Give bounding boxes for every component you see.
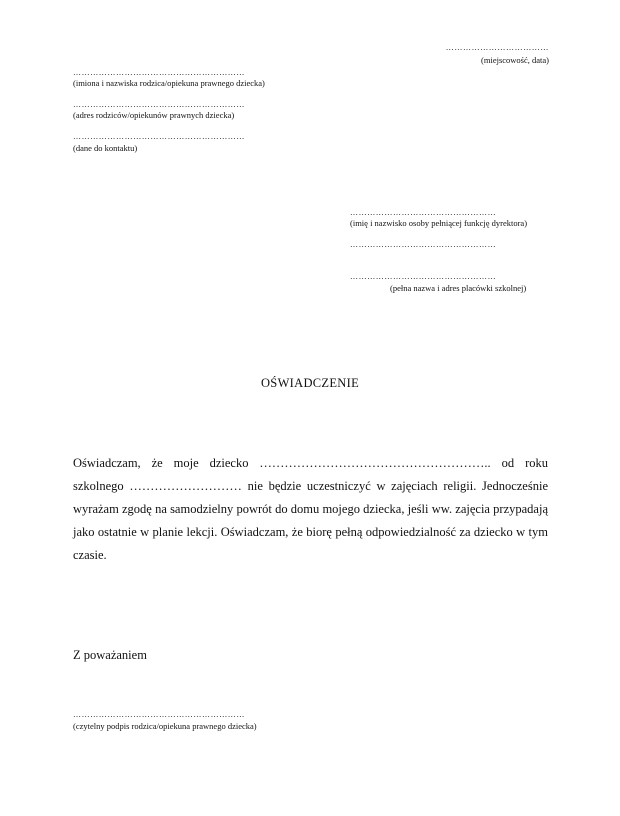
school-caption: (pełna nazwa i adres placówki szkolnej) bbox=[390, 283, 527, 293]
parent-contact-line: …………………………………………………… bbox=[73, 132, 245, 141]
parent-names-caption: (imiona i nazwiska rodzica/opiekuna prawnego dziecka) bbox=[73, 78, 265, 88]
director-caption: (imię i nazwisko osoby pełniącej funkcję dyrektora) bbox=[350, 218, 528, 228]
parent-contact-caption: (dane do kontaktu) bbox=[73, 143, 138, 153]
director-line: …………………………………………… bbox=[350, 208, 497, 217]
recipient-line-2: …………………………………………… bbox=[350, 240, 497, 249]
signature-caption: (czytelny podpis rodzica/opiekuna prawnego dziecka) bbox=[73, 721, 257, 731]
statement-paragraph: Oświadczam, że moje dziecko ……………………………………………….. od roku szkolnego ……………………… nie będzie uczestniczyć w zajęciach religii. Jednocześnie wyrażam zgodę na samodzielny powrót do domu mojego dziecka, jeśli ww. zajęcia przypadają jako ostatnie w planie lekcji. Oświadczam, że biorę pełną odpowiedzialność za dziecko w tym czasie. bbox=[73, 456, 548, 562]
document-title: OŚWIADCZENIE bbox=[260, 376, 360, 390]
date-place-caption: (miejscowość, data) bbox=[481, 55, 549, 65]
date-place-line: ……………………………… bbox=[445, 43, 549, 52]
closing-phrase: Z poważaniem bbox=[73, 648, 147, 662]
school-line: …………………………………………… bbox=[350, 272, 497, 281]
parent-address-caption: (adres rodziców/opiekunów prawnych dziecka) bbox=[73, 110, 235, 120]
parent-names-line: …………………………………………………… bbox=[73, 68, 245, 77]
signature-line: …………………………………………………… bbox=[73, 710, 245, 719]
parent-address-line: …………………………………………………… bbox=[73, 100, 245, 109]
